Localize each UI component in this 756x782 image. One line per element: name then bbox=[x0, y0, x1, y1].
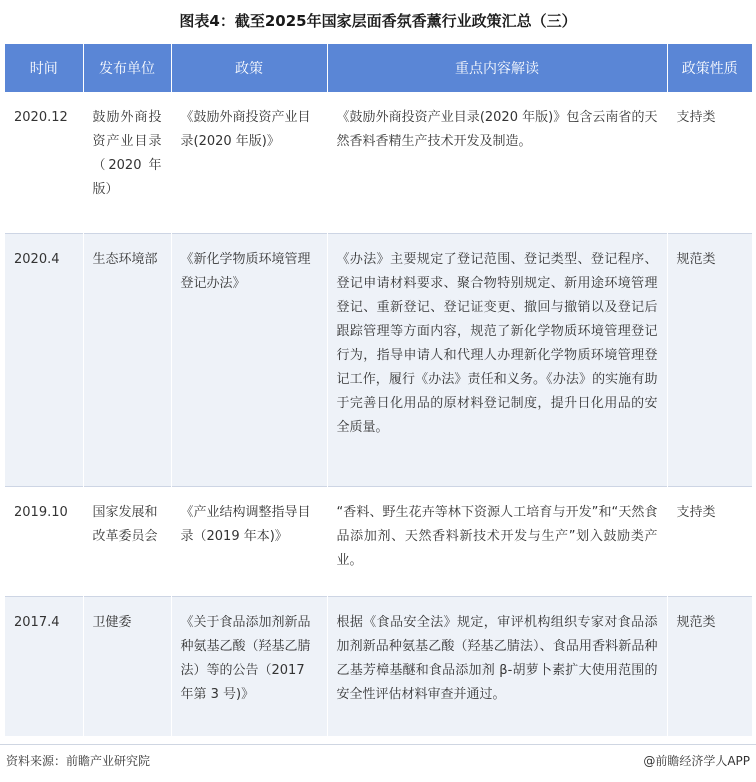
column-header-issuer: 发布单位 bbox=[83, 44, 171, 92]
cell-time: 2020.4 bbox=[5, 233, 83, 486]
column-header-nature: 政策性质 bbox=[667, 44, 752, 92]
cell-nature: 支持类 bbox=[667, 92, 752, 233]
brand-credit: @前瞻经济学人APP bbox=[643, 754, 750, 768]
table-header-row bbox=[5, 44, 752, 92]
column-header-content: 重点内容解读 bbox=[327, 44, 667, 92]
cell-policy: 《新化学物质环境管理登记办法》 bbox=[171, 233, 327, 486]
column-header-time: 时间 bbox=[5, 44, 83, 92]
cell-content: “香料、野生花卉等林下资源人工培育与开发”和“天然食品添加剂、天然香料新技术开发与生产”划入鼓励类产业。 bbox=[327, 486, 667, 596]
cell-issuer: 鼓励外商投资产业目录（2020 年版） bbox=[83, 92, 171, 233]
cell-time: 2019.10 bbox=[5, 486, 83, 596]
source-note: 资料来源：前瞻产业研究院 bbox=[6, 754, 151, 768]
cell-policy: 《关于食品添加剂新品种氨基乙酸（羟基乙腈法）等的公告（2017 年第 3 号)》 bbox=[171, 596, 327, 736]
table-row bbox=[5, 233, 752, 486]
policy-table bbox=[5, 44, 752, 736]
cell-content: 《办法》主要规定了登记范围、登记类型、登记程序、登记申请材料要求、聚合物特别规定、新用途环境管理登记、重新登记、登记证变更、撤回与撤销以及登记后跟踪管理等方面内容，规范了新化学物质环境管理登记行为，指导申请人和代理人办理新化学物质环境管理登记工作，履行《办法》责任和义务。《办法》的实施有助于完善日化用品的原材料登记制度，提升日化用品的安全质量。 bbox=[327, 233, 667, 486]
cell-issuer: 卫健委 bbox=[83, 596, 171, 736]
table-row bbox=[5, 92, 752, 233]
column-header-policy: 政策 bbox=[171, 44, 327, 92]
footer-divider bbox=[0, 744, 756, 745]
cell-time: 2017.4 bbox=[5, 596, 83, 736]
cell-content: 根据《食品安全法》规定，审评机构组织专家对食品添加剂新品种氨基乙酸（羟基乙腈法）、食品用香料新品种乙基芳樟基醚和食品添加剂 β-胡萝卜素扩大使用范围的安全性评估材料审查并通过。 bbox=[327, 596, 667, 736]
cell-policy: 《产业结构调整指导目录（2019 年本)》 bbox=[171, 486, 327, 596]
cell-policy: 《鼓励外商投资产业目录(2020 年版)》 bbox=[171, 92, 327, 233]
cell-issuer: 国家发展和改革委员会 bbox=[83, 486, 171, 596]
cell-content: 《鼓励外商投资产业目录(2020 年版)》包含云南省的天然香料香精生产技术开发及制造。 bbox=[327, 92, 667, 233]
table-row bbox=[5, 486, 752, 596]
cell-nature: 规范类 bbox=[667, 233, 752, 486]
table-row bbox=[5, 596, 752, 736]
cell-nature: 支持类 bbox=[667, 486, 752, 596]
chart-title: 图表4：截至2025年国家层面香氛香薰行业政策汇总（三） bbox=[179, 12, 577, 30]
cell-time: 2020.12 bbox=[5, 92, 83, 233]
cell-issuer: 生态环境部 bbox=[83, 233, 171, 486]
cell-nature: 规范类 bbox=[667, 596, 752, 736]
